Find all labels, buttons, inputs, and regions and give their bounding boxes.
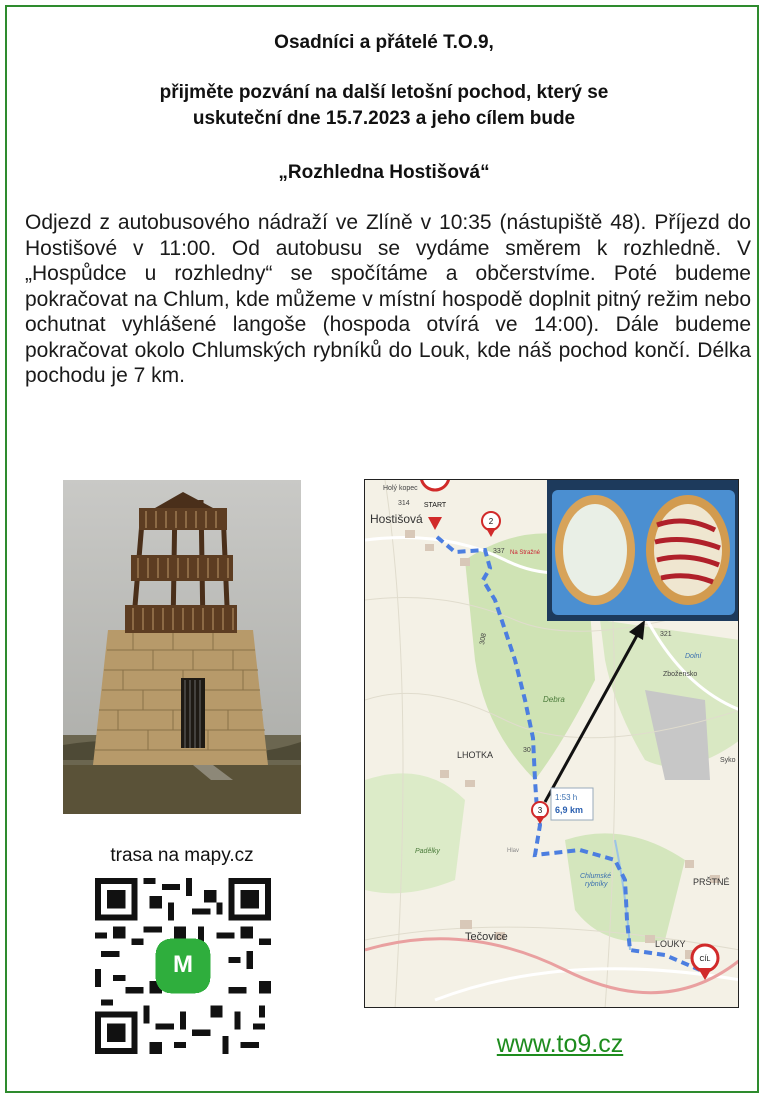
map-place-holy-kopec: Holý kopec (383, 485, 418, 492)
map-alt-314: 314 (398, 500, 410, 507)
map-place-hlav: Hlav (507, 848, 520, 854)
lookout-tower-image (63, 480, 301, 814)
invitation-line-2: uskuteční dne 15.7.2023 a jeho cílem bude (192, 108, 576, 129)
map-place-na-strazne: Na Stražné (510, 550, 541, 556)
map-place-dolni: Dolní (685, 653, 702, 660)
langos-photo (547, 480, 739, 621)
waypoint-3-label: 3 (537, 806, 543, 815)
map-place-hostisova: Hostišová (370, 512, 423, 526)
route-info-box (551, 788, 593, 820)
map-alt-30: 30 (523, 747, 531, 754)
map-alt-308: 308 (479, 632, 488, 646)
map-place-syko: Syko (720, 757, 736, 764)
map-place-lhotka: LHOTKA (457, 750, 494, 760)
qr-code[interactable] (95, 878, 271, 1054)
map-place-padelky: Padělky (415, 848, 440, 855)
mapy-logo-letter: M (173, 951, 193, 978)
map-place-chlumske-1: Chlumské (580, 873, 612, 880)
qr-label: trasa na mapy.cz (110, 845, 254, 866)
route-map[interactable] (364, 479, 739, 1008)
map-place-tecovice: Tečovice (465, 931, 508, 943)
route-time: 1:53 h (555, 793, 578, 802)
map-place-chlumske-2: rybníky (585, 881, 608, 888)
invitation-heading (0, 80, 768, 132)
route-description: Odjezd z autobusového nádraží ve Zlíně v 10:35 (nástupiště 48). Příjezd do Hostišové v 11:00. Od autobusu se vydáme směrem k rozhledně. V „Hospůdce u rozhledny“ se spočítáme a občerstvíme. Poté budeme pokračovat na Chlum, kde můžeme v místní hospodě doplnit pitný režim nebo ochutnat vyhlášené langoše (hospoda otvírá ve 14:00). Dále budeme pokračovat okolo Chlumských rybníků do Louk, kde náš pochod končí. Délka pochodu je 7 km. (25, 211, 751, 387)
route-length: 6,9 km (555, 805, 584, 815)
map-place-louky: LOUKY (655, 939, 686, 949)
website-link[interactable]: www.to9.cz (496, 1030, 624, 1058)
finish-marker-label: CÍL (699, 956, 711, 963)
waypoint-2-label: 2 (488, 517, 494, 526)
map-place-debra: Debra (543, 695, 565, 704)
tower-photo (63, 480, 301, 814)
invitation-line-1: přijměte pozvání na další letošní pochod, který se (159, 82, 609, 103)
map-place-zbozensko: Zbožensko (663, 671, 698, 678)
map-alt-337: 337 (493, 548, 505, 555)
route-map-image (365, 480, 739, 1008)
destination-heading: „Rozhledna Hostišová“ (278, 162, 490, 183)
start-marker-label: START (423, 502, 447, 509)
map-place-prstne: PRŠTNÉ (693, 877, 730, 887)
map-alt-321: 321 (660, 631, 672, 638)
greeting-heading: Osadníci a přátelé T.O.9, (274, 32, 494, 53)
